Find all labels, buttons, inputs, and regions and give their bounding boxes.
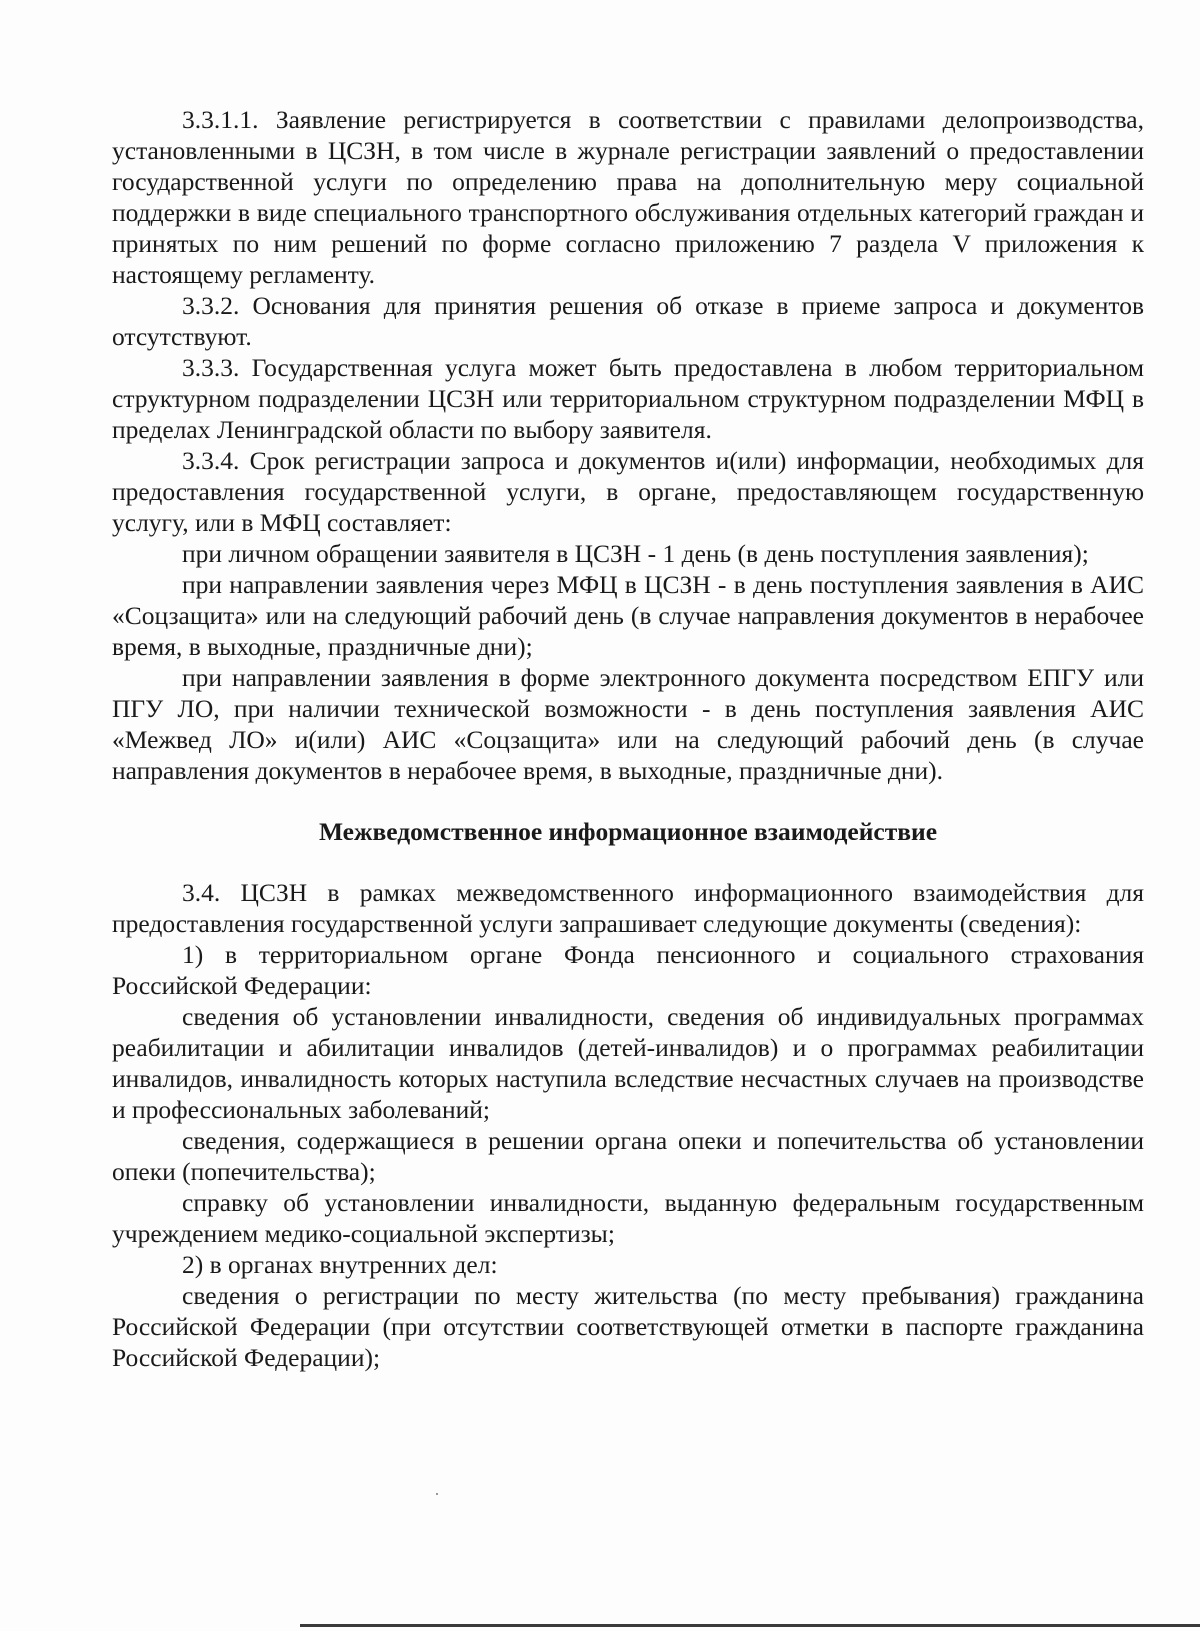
section-heading: Межведомственное информационное взаимодействие: [318, 817, 938, 846]
paragraph-via-mfc: при направлении заявления через МФЦ в ЦСЗН - в день поступления заявления в АИС «Соцзащита» или на следующий рабочий день (в случае направления документов в нерабочее время, в выходные, праздничные дни);: [112, 570, 1144, 661]
paragraph-item-2: 2) в органах внутренних дел:: [182, 1250, 498, 1279]
document-body: [112, 104, 1144, 1373]
paragraph-personal-visit: при личном обращении заявителя в ЦСЗН - 1 день (в день поступления заявления);: [182, 539, 1089, 568]
paragraph-3-3-1-1: 3.3.1.1. Заявление регистрируется в соответствии с правилами делопроизводства, установленными в ЦСЗН, в том числе в журнале регистрации заявлений о предоставлении государственной услуги по определению права на дополнительную меру социальной поддержки в виде специального транспортного обслуживания отдельных категорий граждан и принятых по ним решений по форме согласно приложению 7 раздела V приложения к настоящему регламенту.: [112, 105, 1144, 289]
paragraph-disability-certificate: справку об установлении инвалидности, выданную федеральным государственным учреждением медико-социальной экспертизы;: [112, 1188, 1144, 1248]
paragraph-disability-info: сведения об установлении инвалидности, сведения об индивидуальных программах реабилитации и абилитации инвалидов (детей-инвалидов) и о программах реабилитации инвалидов, инвалидность которых наступила вследствие несчастных случаев на производстве и профессиональных заболеваний;: [112, 1002, 1144, 1124]
paragraph-3-3-4: 3.3.4. Срок регистрации запроса и документов и(или) информации, необходимых для предоставления государственной услуги, в органе, предоставляющем государственную услугу, или в МФЦ составляет:: [112, 446, 1144, 537]
paragraph-registration-info: сведения о регистрации по месту жительства (по месту пребывания) гражданина Российской Федерации (при отсутствии соответствующей отметки в паспорте гражданина Российской Федерации);: [112, 1281, 1144, 1372]
paragraph-3-3-2: 3.3.2. Основания для принятия решения об отказе в приеме запроса и документов отсутствуют.: [112, 291, 1144, 351]
paragraph-electronic: при направлении заявления в форме электронного документа посредством ЕПГУ или ПГУ ЛО, при наличии технической возможности - в день поступления заявления АИС «Межвед ЛО» и(или) АИС «Соцзащита» или на следующий рабочий день (в случае направления документов в нерабочее время, в выходные, праздничные дни).: [112, 663, 1144, 785]
paragraph-3-3-3: 3.3.3. Государственная услуга может быть предоставлена в любом территориальном структурном подразделении ЦСЗН или территориальном структурном подразделении МФЦ в пределах Ленинградской области по выбору заявителя.: [112, 353, 1144, 444]
scan-speck: [436, 1493, 438, 1495]
paragraph-3-4: 3.4. ЦСЗН в рамках межведомственного информационного взаимодействия для предоставления государственной услуги запрашивает следующие документы (сведения):: [112, 878, 1144, 938]
paragraph-item-1: 1) в территориальном органе Фонда пенсионного и социального страхования Российской Федерации:: [112, 940, 1144, 1000]
bottom-edge-line: [300, 1624, 1200, 1627]
paragraph-guardianship-info: сведения, содержащиеся в решении органа опеки и попечительства об установлении опеки (попечительства);: [112, 1126, 1144, 1186]
